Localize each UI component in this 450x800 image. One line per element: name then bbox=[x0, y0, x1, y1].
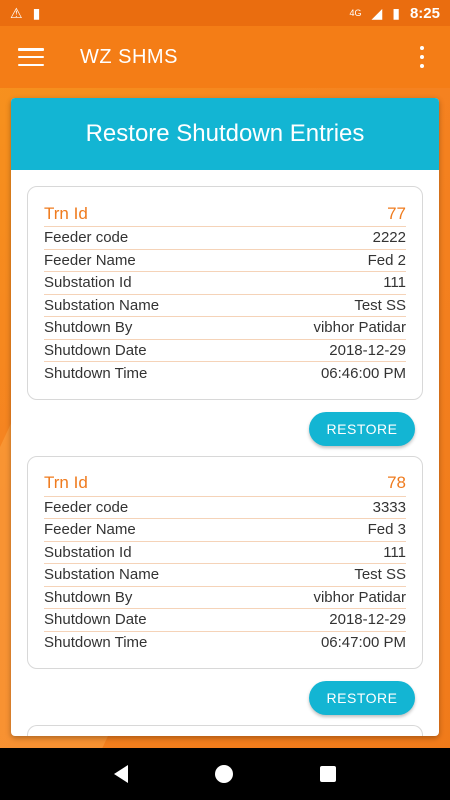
hamburger-menu-icon[interactable] bbox=[18, 48, 44, 66]
shutdown-date-row bbox=[44, 609, 406, 632]
field-value: vibhor Patidar bbox=[313, 319, 406, 337]
sd-card-icon: ▮ bbox=[32, 4, 41, 21]
feeder-name-row bbox=[44, 250, 406, 273]
field-value: Test SS bbox=[354, 296, 406, 314]
field-label: Feeder code bbox=[44, 498, 129, 516]
field-label: Substation Id bbox=[44, 274, 132, 292]
panel-title: Restore Shutdown Entries bbox=[11, 98, 439, 170]
field-value: Fed 2 bbox=[367, 251, 406, 269]
substation-id-row bbox=[44, 542, 406, 565]
entry-card-partial bbox=[27, 725, 423, 736]
app-title: WZ SHMS bbox=[80, 45, 178, 68]
field-value: Test SS bbox=[354, 566, 406, 584]
field-label: Feeder Name bbox=[44, 521, 136, 539]
trn-row bbox=[44, 471, 406, 497]
warning-icon: ⚠ bbox=[10, 4, 23, 21]
signal-icon: ◢ bbox=[371, 4, 383, 21]
field-value: 111 bbox=[383, 274, 406, 292]
field-value: Fed 3 bbox=[367, 521, 406, 539]
trn-value: 77 bbox=[387, 203, 406, 223]
substation-name-row bbox=[44, 295, 406, 318]
shutdown-time-row bbox=[44, 362, 406, 385]
field-value: 06:47:00 PM bbox=[320, 634, 406, 652]
trn-label: Trn Id bbox=[44, 203, 88, 223]
shutdown-by-row bbox=[44, 317, 406, 340]
field-label: Feeder code bbox=[44, 229, 129, 247]
feeder-code-row bbox=[44, 497, 406, 520]
entries-list[interactable] bbox=[11, 170, 439, 736]
field-value: vibhor Patidar bbox=[313, 588, 406, 606]
field-label: Feeder Name bbox=[44, 251, 136, 269]
shutdown-by-row bbox=[44, 587, 406, 610]
entry-card bbox=[27, 456, 423, 670]
field-label: Shutdown By bbox=[44, 588, 133, 606]
trn-value: 78 bbox=[387, 473, 406, 492]
system-nav-bar bbox=[0, 748, 450, 800]
field-label: Shutdown Date bbox=[44, 341, 147, 359]
field-label: Substation Id bbox=[44, 543, 132, 561]
overflow-menu-icon[interactable] bbox=[412, 46, 432, 68]
status-time: 8:25 bbox=[409, 4, 440, 22]
field-value: 2222 bbox=[372, 229, 406, 247]
substation-name-row bbox=[44, 564, 406, 587]
battery-icon: ▮ bbox=[392, 4, 400, 21]
field-value: 06:46:00 PM bbox=[320, 364, 406, 382]
shutdown-date-row bbox=[44, 340, 406, 363]
trn-label: Trn Id bbox=[44, 473, 88, 492]
field-label: Shutdown Time bbox=[44, 634, 148, 652]
recent-apps-icon[interactable] bbox=[320, 766, 336, 782]
field-label: Shutdown Date bbox=[44, 611, 147, 629]
field-value: 111 bbox=[383, 543, 406, 561]
home-icon[interactable] bbox=[215, 765, 233, 783]
field-value: 3333 bbox=[372, 498, 406, 516]
entry-card bbox=[27, 186, 423, 400]
app-bar bbox=[0, 26, 450, 88]
trn-row bbox=[44, 201, 406, 227]
shutdown-time-row bbox=[44, 632, 406, 655]
feeder-name-row bbox=[44, 519, 406, 542]
restore-button[interactable]: RESTORE bbox=[309, 681, 415, 715]
field-label: Substation Name bbox=[44, 296, 160, 314]
field-value: 2018-12-29 bbox=[329, 611, 406, 629]
restore-panel bbox=[11, 98, 439, 736]
network-type: 4G bbox=[349, 8, 362, 18]
feeder-code-row bbox=[44, 227, 406, 250]
field-label: Substation Name bbox=[44, 566, 160, 584]
field-value: 2018-12-29 bbox=[329, 341, 406, 359]
back-icon[interactable] bbox=[114, 765, 128, 783]
substation-id-row bbox=[44, 272, 406, 295]
field-label: Shutdown Time bbox=[44, 364, 148, 382]
field-label: Shutdown By bbox=[44, 319, 133, 337]
restore-button[interactable]: RESTORE bbox=[309, 412, 415, 446]
status-bar bbox=[0, 0, 450, 26]
